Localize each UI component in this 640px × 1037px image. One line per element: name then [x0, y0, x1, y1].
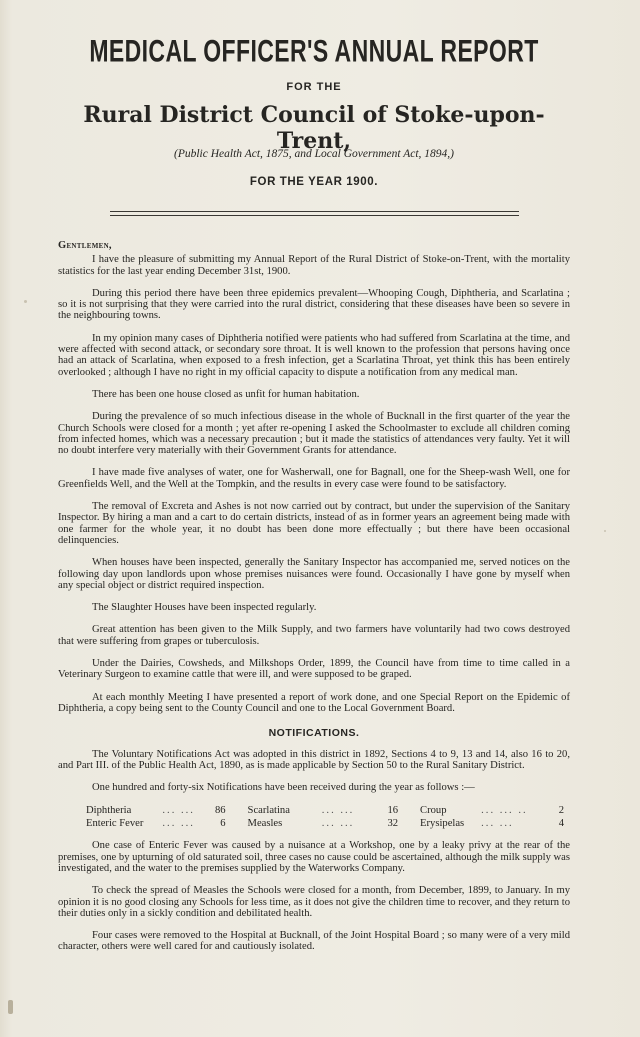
- disease-name: Croup: [420, 805, 447, 817]
- disease-name: Scarlatina: [247, 805, 290, 817]
- paragraph: The Slaughter Houses have been inspected regularly.: [92, 602, 317, 614]
- disease-name: Enteric Fever: [86, 818, 144, 830]
- disease-count: 4: [558, 818, 564, 830]
- paragraph: To check the spread of Measles the Schools were closed for a month, from December, 1899, to January. In my opinion it is no good closing any Schools for less time, as it does not give the children time to recover, and they return to their duties only in a sickly condition and debilitated health.: [58, 885, 570, 919]
- acts-subtitle: (Public Health Act, 1875, and Local Government Act, 1894,): [174, 148, 454, 160]
- paragraph: I have made five analyses of water, one for Washerwall, one for Bagnall, one for the Sheep-wash Well, one for Greenfields Well, and the Well at the Tompkin, and the results in every case were found to be satisfactory.: [58, 467, 570, 490]
- table-row: [86, 804, 586, 817]
- salutation: Gentlemen,: [58, 240, 112, 251]
- report-year: FOR THE YEAR 1900.: [249, 176, 379, 188]
- paper-speck: [604, 530, 606, 532]
- for-the-label: FOR THE: [286, 81, 342, 93]
- leader-dots: ... ...: [481, 818, 514, 830]
- leader-dots: ... ...: [162, 818, 195, 830]
- disease-name: Measles: [247, 818, 283, 830]
- paragraph: At each monthly Meeting I have presented a report of work done, and one Special Report on the Epidemic of Diphtheria, a copy being sent to the County Council and one to the Local Government Board.: [58, 691, 570, 714]
- paragraph: When houses have been inspected, generally the Sanitary Inspector has accompanied me, served notices on the following day upon landlords upon whose premises nuisances were found. Occasionally I have gone by myself when any special object or district required inspection.: [58, 557, 570, 591]
- divider-top: [110, 211, 519, 212]
- paragraph: One hundred and forty-six Notifications have been received during the year as follows :—: [92, 782, 475, 794]
- disease-count: 86: [214, 805, 226, 817]
- paper-speck: [24, 300, 27, 303]
- disease-name: Erysipelas: [420, 818, 465, 830]
- leader-dots: ... ... ..: [481, 805, 528, 817]
- council-name: Rural District Council of Stoke-upon-Trent,: [83, 102, 545, 154]
- paragraph: There has been one house closed as unfit for human habitation.: [92, 388, 360, 400]
- disease-count: 6: [220, 818, 226, 830]
- paragraph: Under the Dairies, Cowsheds, and Milkshops Order, 1899, the Council have from time to time called in a Veterinary Surgeon to examine cattle that were ill, and were supposed to be graped.: [58, 658, 570, 681]
- table-row: [86, 817, 586, 830]
- paragraph: During this period there have been three epidemics prevalent—Whooping Cough, Diphtheria, and Scarlatina ; so it is not surprising that they were carried into the rural district, considering that these diseases have been so severe in the neighbouring towns.: [58, 287, 570, 322]
- disease-name: Diphtheria: [86, 805, 132, 817]
- paragraph: Great attention has been given to the Milk Supply, and two farmers have voluntarily had two cows destroyed that were suffering from grapes or tuberculosis.: [58, 624, 570, 647]
- leader-dots: ... ...: [321, 818, 355, 830]
- paragraph: In my opinion many cases of Diphtheria notified were patients who had suffered from Scarlatina at the time, and were affected with second attack, or secondary sore throat. It is well known to the profession that persons having once had an attack of Scarlatina, when exposed to a fresh infection, get a Scarlatina Throat, yet think this has been entirely overlooked ; although I have no right in my official capacity to dispute a notification from any medical man.: [58, 332, 570, 378]
- report-body: [58, 240, 570, 964]
- paper-edge-mark: [8, 1000, 13, 1014]
- paragraph: One case of Enteric Fever was caused by a nuisance at a Workshop, one by a leaky privy at the rear of the premises, one by upturning of old saturated soil, three cases no cause could be ascertained, although the milk supply was investigated, and the water to the premises supplied by the Waterworks Company.: [58, 840, 570, 874]
- notifications-table: [86, 804, 586, 830]
- notifications-heading: NOTIFICATIONS.: [268, 727, 360, 740]
- paragraph: During the prevalence of so much infectious disease in the whole of Bucknall in the first quarter of the year the Church Schools were closed for a month ; yet after re-opening I asked the Schoolmaster to exclude all children coming from infected homes, which was a necessary precaution ; but it made the statistics of attendances very faulty. Yet it will no doubt interfere very materially with their Government Grants for attendance.: [58, 411, 570, 457]
- disease-count: 32: [387, 818, 399, 830]
- paragraph: The removal of Excreta and Ashes is not now carried out by contract, but under the supervision of the Sanitary Inspector. By hiring a man and a cart to do certain districts, instead of as in former years an agreement being made with one farmer for the whole year, it no doubt has been done more effectually ; but there have been occasional delinquencies.: [58, 501, 570, 546]
- paragraph: Four cases were removed to the Hospital at Bucknall, of the Joint Hospital Board ; so many were of a very mild character, others were well cared for and cautiously isolated.: [58, 930, 570, 953]
- disease-count: 2: [558, 805, 564, 817]
- leader-dots: ... ...: [162, 805, 195, 817]
- disease-count: 16: [387, 805, 399, 817]
- leader-dots: ... ...: [321, 805, 355, 817]
- report-title: MEDICAL OFFICER'S ANNUAL REPORT: [89, 33, 539, 69]
- paragraph: I have the pleasure of submitting my Annual Report of the Rural District of Stoke-on-Trent, with the mortality statistics for the last year ending December 31st, 1900.: [58, 254, 570, 277]
- paragraph: The Voluntary Notifications Act was adopted in this district in 1892, Sections 4 to 9, 13 and 14, also 16 to 20, and Part III. of the Public Health Act, 1890, as is made applicable by Section 50 to the Rural Sanitary District.: [58, 748, 570, 771]
- divider-bottom: [110, 215, 519, 216]
